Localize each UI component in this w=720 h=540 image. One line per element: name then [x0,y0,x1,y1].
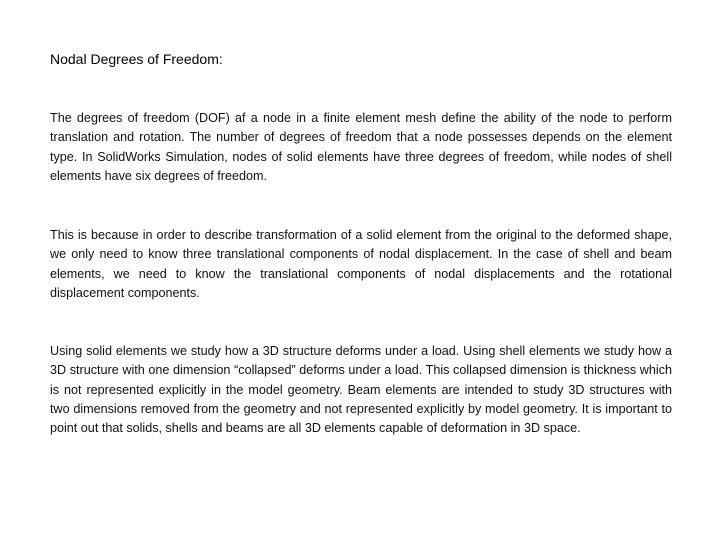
paragraph-element-types: Using solid elements we study how a 3D structure deforms under a load. Using shell elements we study how a 3D structure with one dimension “collapsed” deforms under a load. This collapsed dimension is thickness which is not represented explicitly in the model geometry. Beam elements are intended to study 3D structures with two dimensions removed from the geometry and not represented explicitly by model geometry. It is important to point out that solids, shells and beams are all 3D elements capable of deformation in 3D space. [50,344,672,436]
paragraph-dof-definition: The degrees of freedom (DOF) af a node in a finite element mesh define the ability of the node to perform translation and rotation. The number of degrees of freedom that a node possesses depends on the element type. In SolidWorks Simulation, nodes of solid elements have three degrees of freedom, while nodes of shell elements have six degrees of freedom. [50,111,672,183]
document-heading: Nodal Degrees of Freedom: [50,51,223,67]
paragraph-displacement-components: This is because in order to describe transformation of a solid element from the original to the deformed shape, we only need to know three translational components of nodal displacement. In the case of shell and beam elements, we need to know the translational components of nodal displacements and the rotational displacement components. [50,228,672,300]
